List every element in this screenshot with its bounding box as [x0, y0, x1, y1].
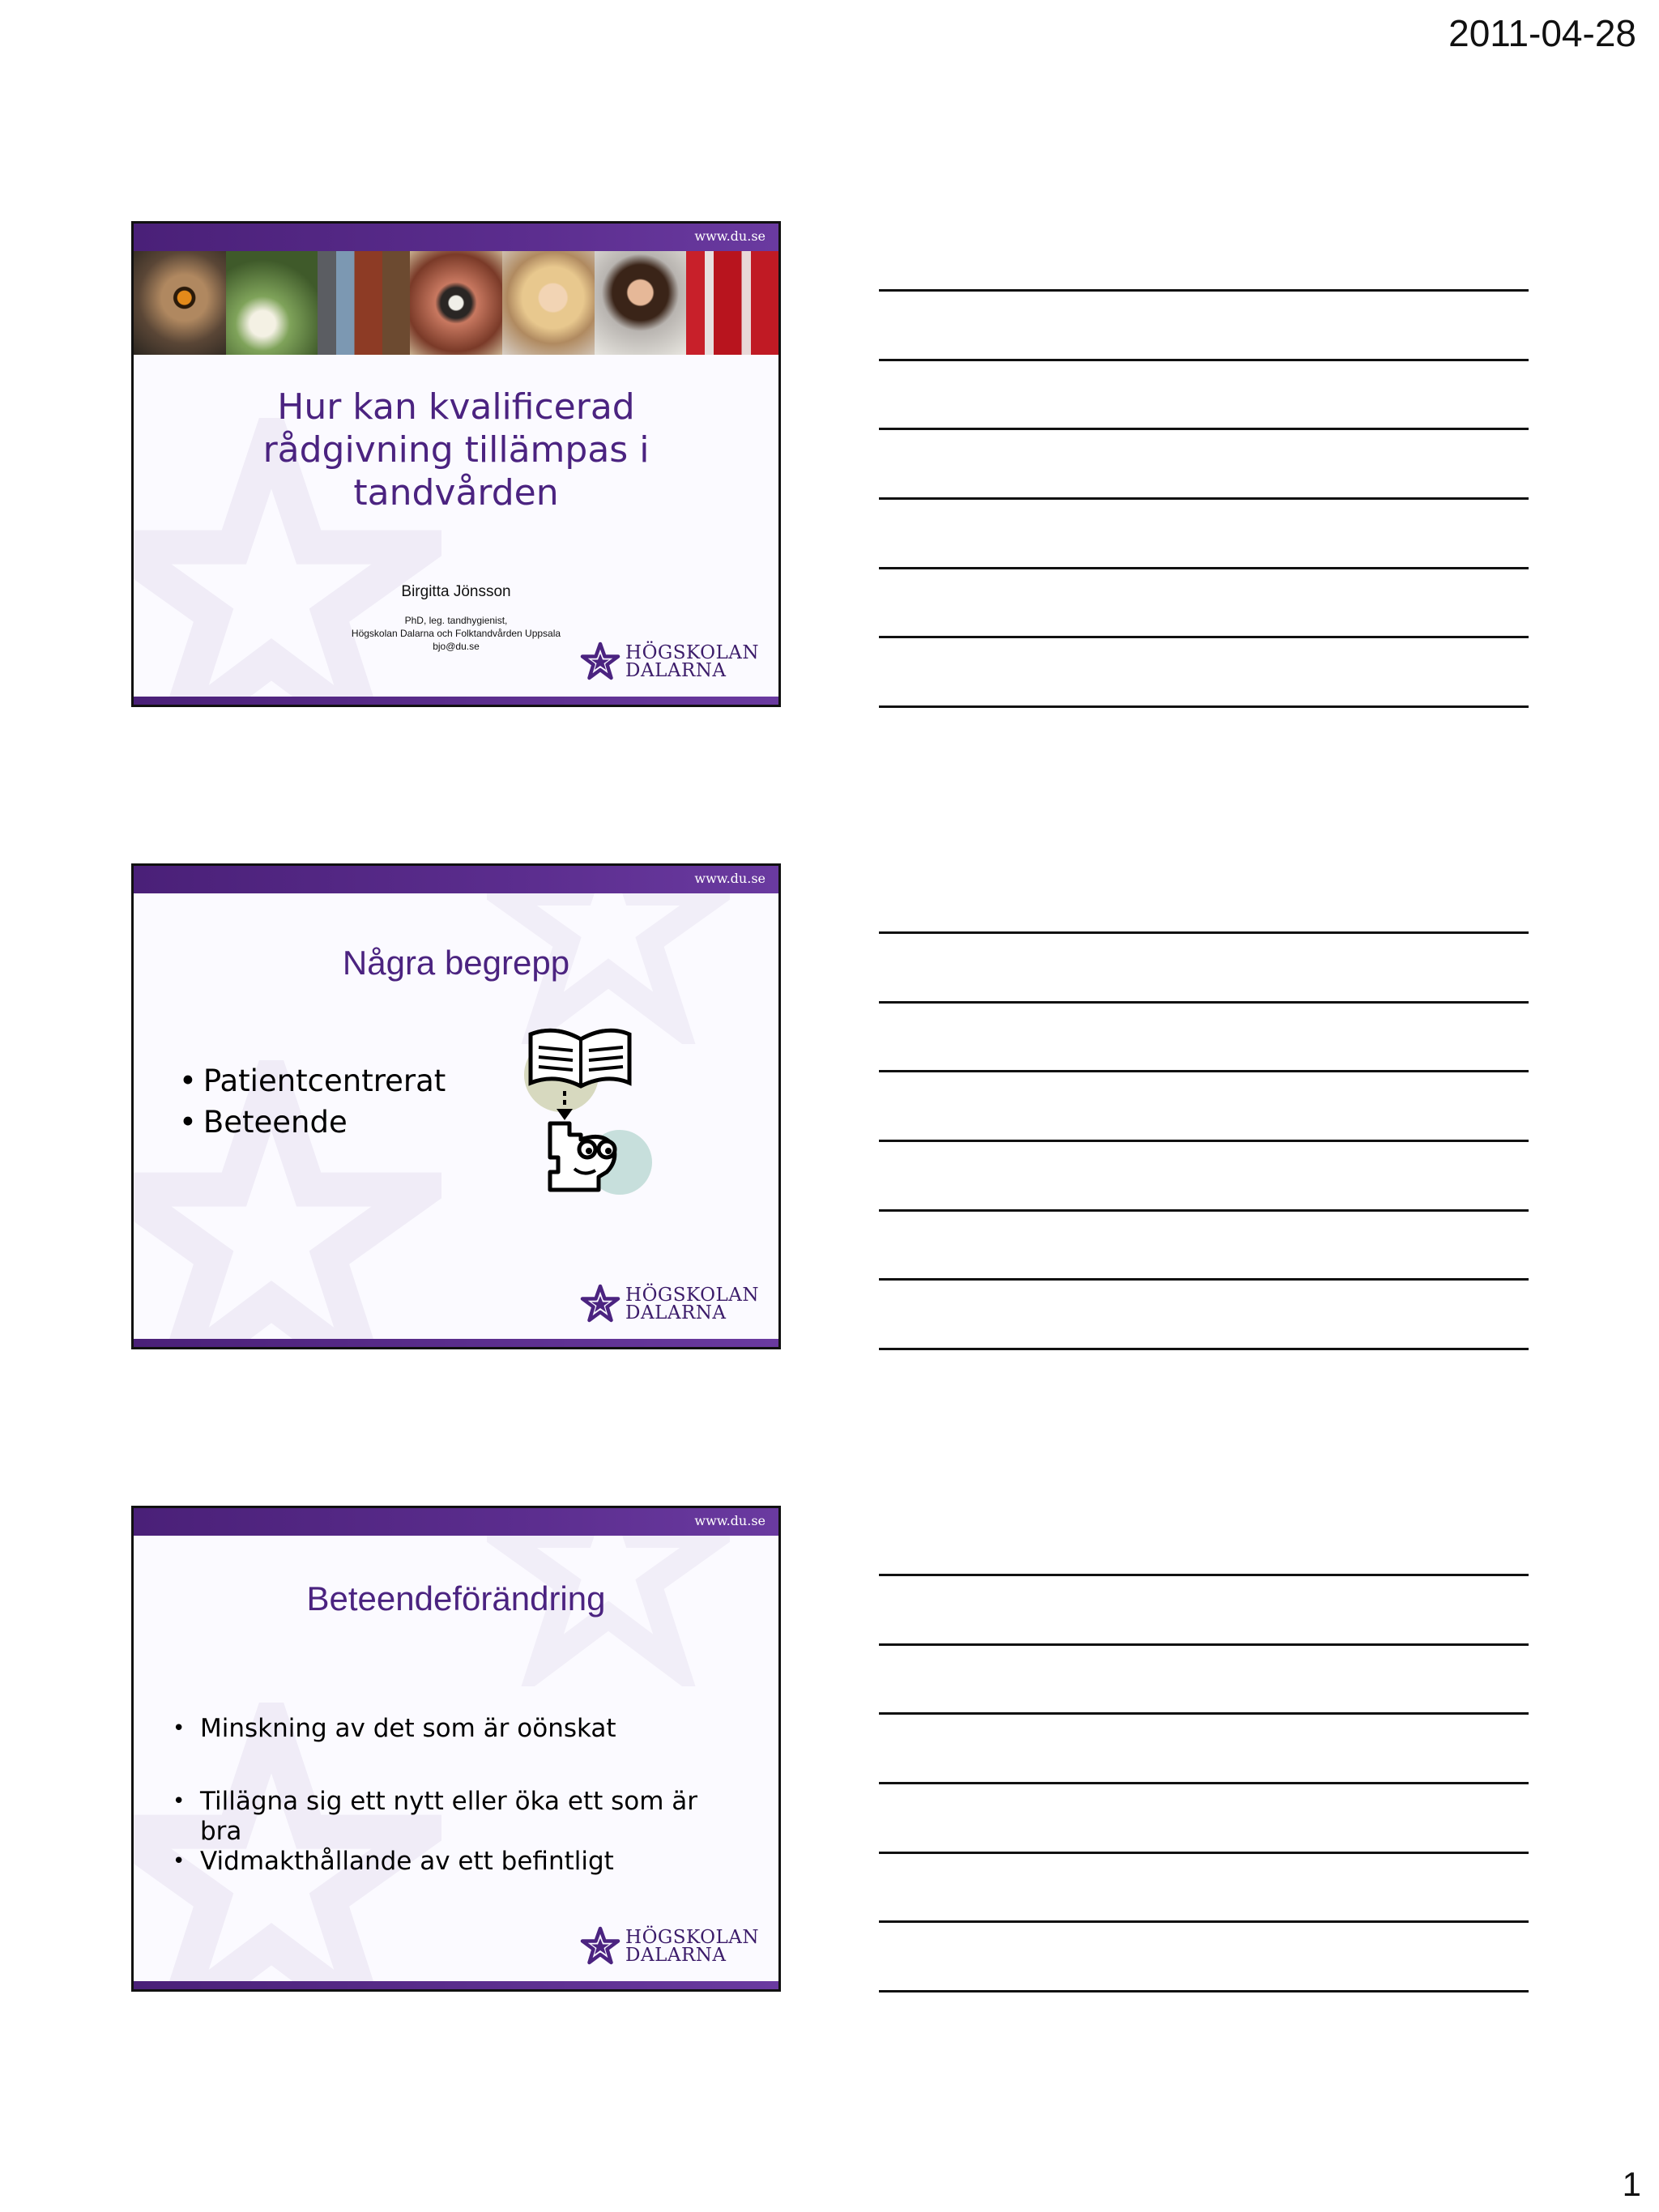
bullet-item: • Patientcentrerat	[179, 1060, 446, 1102]
note-line	[879, 1070, 1529, 1072]
red-decor-photo	[686, 251, 778, 355]
logo-line-1: HÖGSKOLAN	[625, 1285, 759, 1306]
logo-line-1: HÖGSKOLAN	[625, 642, 759, 663]
logo-line-2: DALARNA	[625, 660, 727, 681]
slide-bottom-bar	[134, 697, 778, 705]
slide-bottom-bar	[134, 1339, 778, 1347]
note-line	[879, 1852, 1529, 1854]
owl-photo	[134, 251, 226, 355]
slide-top-bar	[134, 224, 778, 251]
logo-line-2: DALARNA	[625, 1302, 727, 1323]
logo-text	[625, 1286, 759, 1322]
note-line	[879, 1990, 1529, 1993]
slide-title: Beteendeförändring	[306, 1579, 606, 1617]
bullet-item: • Minskning av det som är oönskat	[173, 1714, 740, 1744]
slide-title: Hur kan kvalificerad rådgivning tillämpas i tandvården	[262, 386, 650, 514]
note-line	[879, 1140, 1529, 1142]
bullet-item: • Tillägna sig ett nytt eller öka ett som är bra	[173, 1787, 740, 1847]
note-line	[879, 1278, 1529, 1281]
students-photo	[410, 251, 502, 355]
smiling-woman-photo	[595, 251, 687, 355]
slide-2	[131, 863, 781, 1349]
hogskolan-dalarna-logo	[580, 641, 759, 682]
logo-line-1: HÖGSKOLAN	[625, 1927, 759, 1948]
note-line	[879, 636, 1529, 638]
bullet-list	[173, 1714, 740, 1877]
slide-url[interactable]: www.du.se	[694, 228, 766, 244]
slide-1	[131, 221, 781, 707]
slide-top-bar	[134, 1508, 778, 1536]
logo-text	[625, 1929, 759, 1964]
logo-line-2: DALARNA	[625, 1945, 727, 1966]
author-email[interactable]: bjo@du.se	[433, 641, 480, 652]
affiliation-line: PhD, leg. tandhygienist,	[404, 615, 508, 626]
note-line	[879, 428, 1529, 430]
bullet-list	[179, 1060, 446, 1143]
garden-photo	[226, 251, 318, 355]
note-line	[879, 567, 1529, 569]
star-logo-icon	[580, 1284, 621, 1324]
affiliation-line: Högskolan Dalarna och Folktandvården Uppsala	[351, 628, 561, 639]
note-line	[879, 359, 1529, 361]
note-line	[879, 1782, 1529, 1784]
slide-top-bar	[134, 866, 778, 893]
note-line	[879, 1209, 1529, 1212]
hogskolan-dalarna-logo	[580, 1284, 759, 1324]
note-line	[879, 1643, 1529, 1646]
hogskolan-dalarna-logo	[580, 1926, 759, 1967]
woman-photo	[502, 251, 595, 355]
book-person-clipart	[522, 1018, 652, 1196]
slide-url[interactable]: www.du.se	[694, 1513, 766, 1528]
bullet-item: • Vidmakthållande av ett befintligt	[173, 1847, 740, 1877]
slide-3	[131, 1506, 781, 1992]
note-line	[879, 1712, 1529, 1715]
note-line	[879, 1574, 1529, 1576]
slide-title: Några begrepp	[342, 944, 570, 982]
note-line	[879, 1348, 1529, 1350]
photo-strip	[134, 251, 778, 355]
building-photo	[318, 251, 410, 355]
note-line	[879, 289, 1529, 292]
slide-bottom-bar	[134, 1981, 778, 1989]
page-date: 2011-04-28	[1448, 12, 1636, 54]
star-logo-icon	[580, 1926, 621, 1967]
note-line	[879, 705, 1529, 708]
note-line	[879, 1001, 1529, 1004]
note-line	[879, 931, 1529, 934]
page-number: 1	[1622, 2165, 1641, 2203]
bullet-item: • Beteende	[179, 1102, 446, 1143]
logo-text	[625, 644, 759, 680]
note-line	[879, 1920, 1529, 1923]
slide-url[interactable]: www.du.se	[694, 871, 766, 886]
author-name: Birgitta Jönsson	[401, 583, 511, 600]
note-line	[879, 497, 1529, 500]
star-logo-icon	[580, 641, 621, 682]
